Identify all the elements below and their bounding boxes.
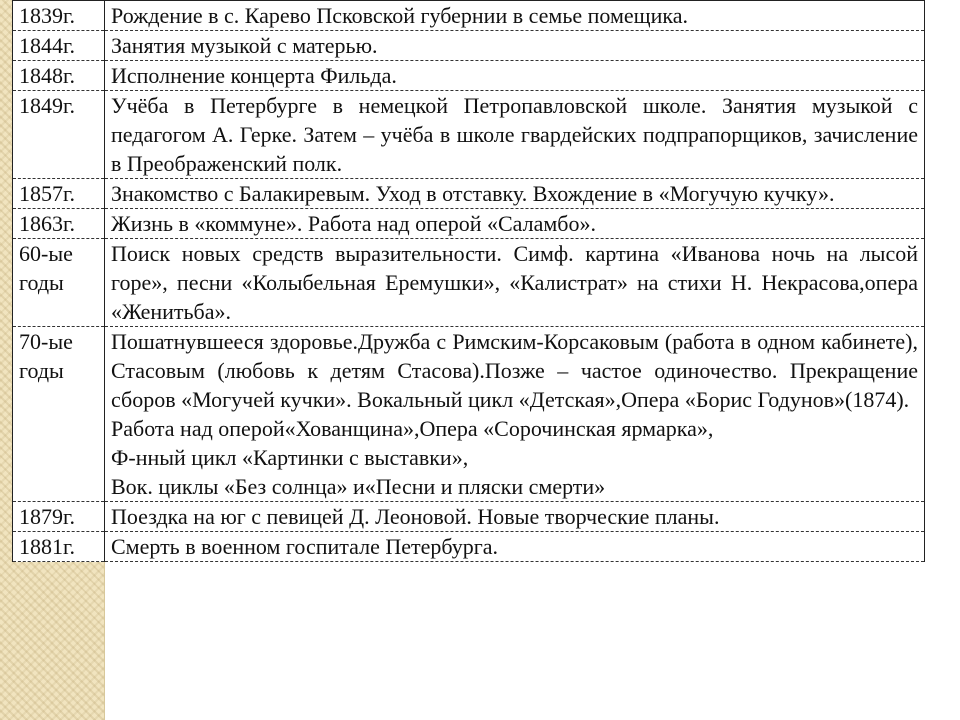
event-line: Пошатнувшееся здоровье.Дружба с Римским-Корсаковым (работа в одном кабинете), Стасовым (любовь к детям Стасова).Позже – частое одиночество. Прекращение сборов «Могучей кучки». Вокальный цикл «Детская»,Опера «Борис Годунов»(1874). [111,329,918,412]
year-cell: 1848г. [13,61,105,91]
event-cell [105,327,925,502]
table-row [13,239,925,327]
event-cell: Знакомство с Балакиревым. Уход в отставку. Вхождение в «Могучую кучку». [105,179,925,209]
event-cell: Поиск новых средств выразительности. Симф. картина «Иванова ночь на лысой горе», песни «Колыбельная Еремушки», «Калистрат» на стихи Н. Некрасова,опера «Женитьба». [105,239,925,327]
event-line: Ф-нный цикл «Картинки с выставки», [111,445,469,470]
event-cell: Занятия музыкой с матерью. [105,31,925,61]
event-cell: Учёба в Петербурге в немецкой Петропавловской школе. Занятия музыкой с педагогом А. Герке. Затем – учёба в школе гвардейских подпрапорщиков, зачисление в Преображенский полк. [105,91,925,179]
event-cell: Рождение в с. Карево Псковской губернии в семье помещика. [105,1,925,31]
event-cell: Жизнь в «коммуне». Работа над оперой «Саламбо». [105,209,925,239]
table-row [13,31,925,61]
year-cell: 1839г. [13,1,105,31]
table-row [13,532,925,562]
table-row [13,179,925,209]
event-line: Работа над оперой«Хованщина»,Опера «Сорочинская ярмарка», [111,416,714,441]
event-cell: Поездка на юг с певицей Д. Леоновой. Новые творческие планы. [105,502,925,532]
table-row [13,61,925,91]
table-row [13,327,925,502]
event-cell: Исполнение концерта Фильда. [105,61,925,91]
table-row [13,209,925,239]
biography-timeline-table [12,0,925,562]
event-line: Вок. циклы «Без солнца» и«Песни и пляски смерти» [111,474,606,499]
year-cell: 1849г. [13,91,105,179]
event-cell: Смерть в военном госпитале Петербурга. [105,532,925,562]
year-cell: 1879г. [13,502,105,532]
year-cell: 60-ые годы [13,239,105,327]
table-row [13,1,925,31]
year-cell: 1881г. [13,532,105,562]
year-cell: 1857г. [13,179,105,209]
table-row [13,91,925,179]
year-cell: 1844г. [13,31,105,61]
year-cell: 1863г. [13,209,105,239]
year-cell: 70-ые годы [13,327,105,502]
table-row [13,502,925,532]
